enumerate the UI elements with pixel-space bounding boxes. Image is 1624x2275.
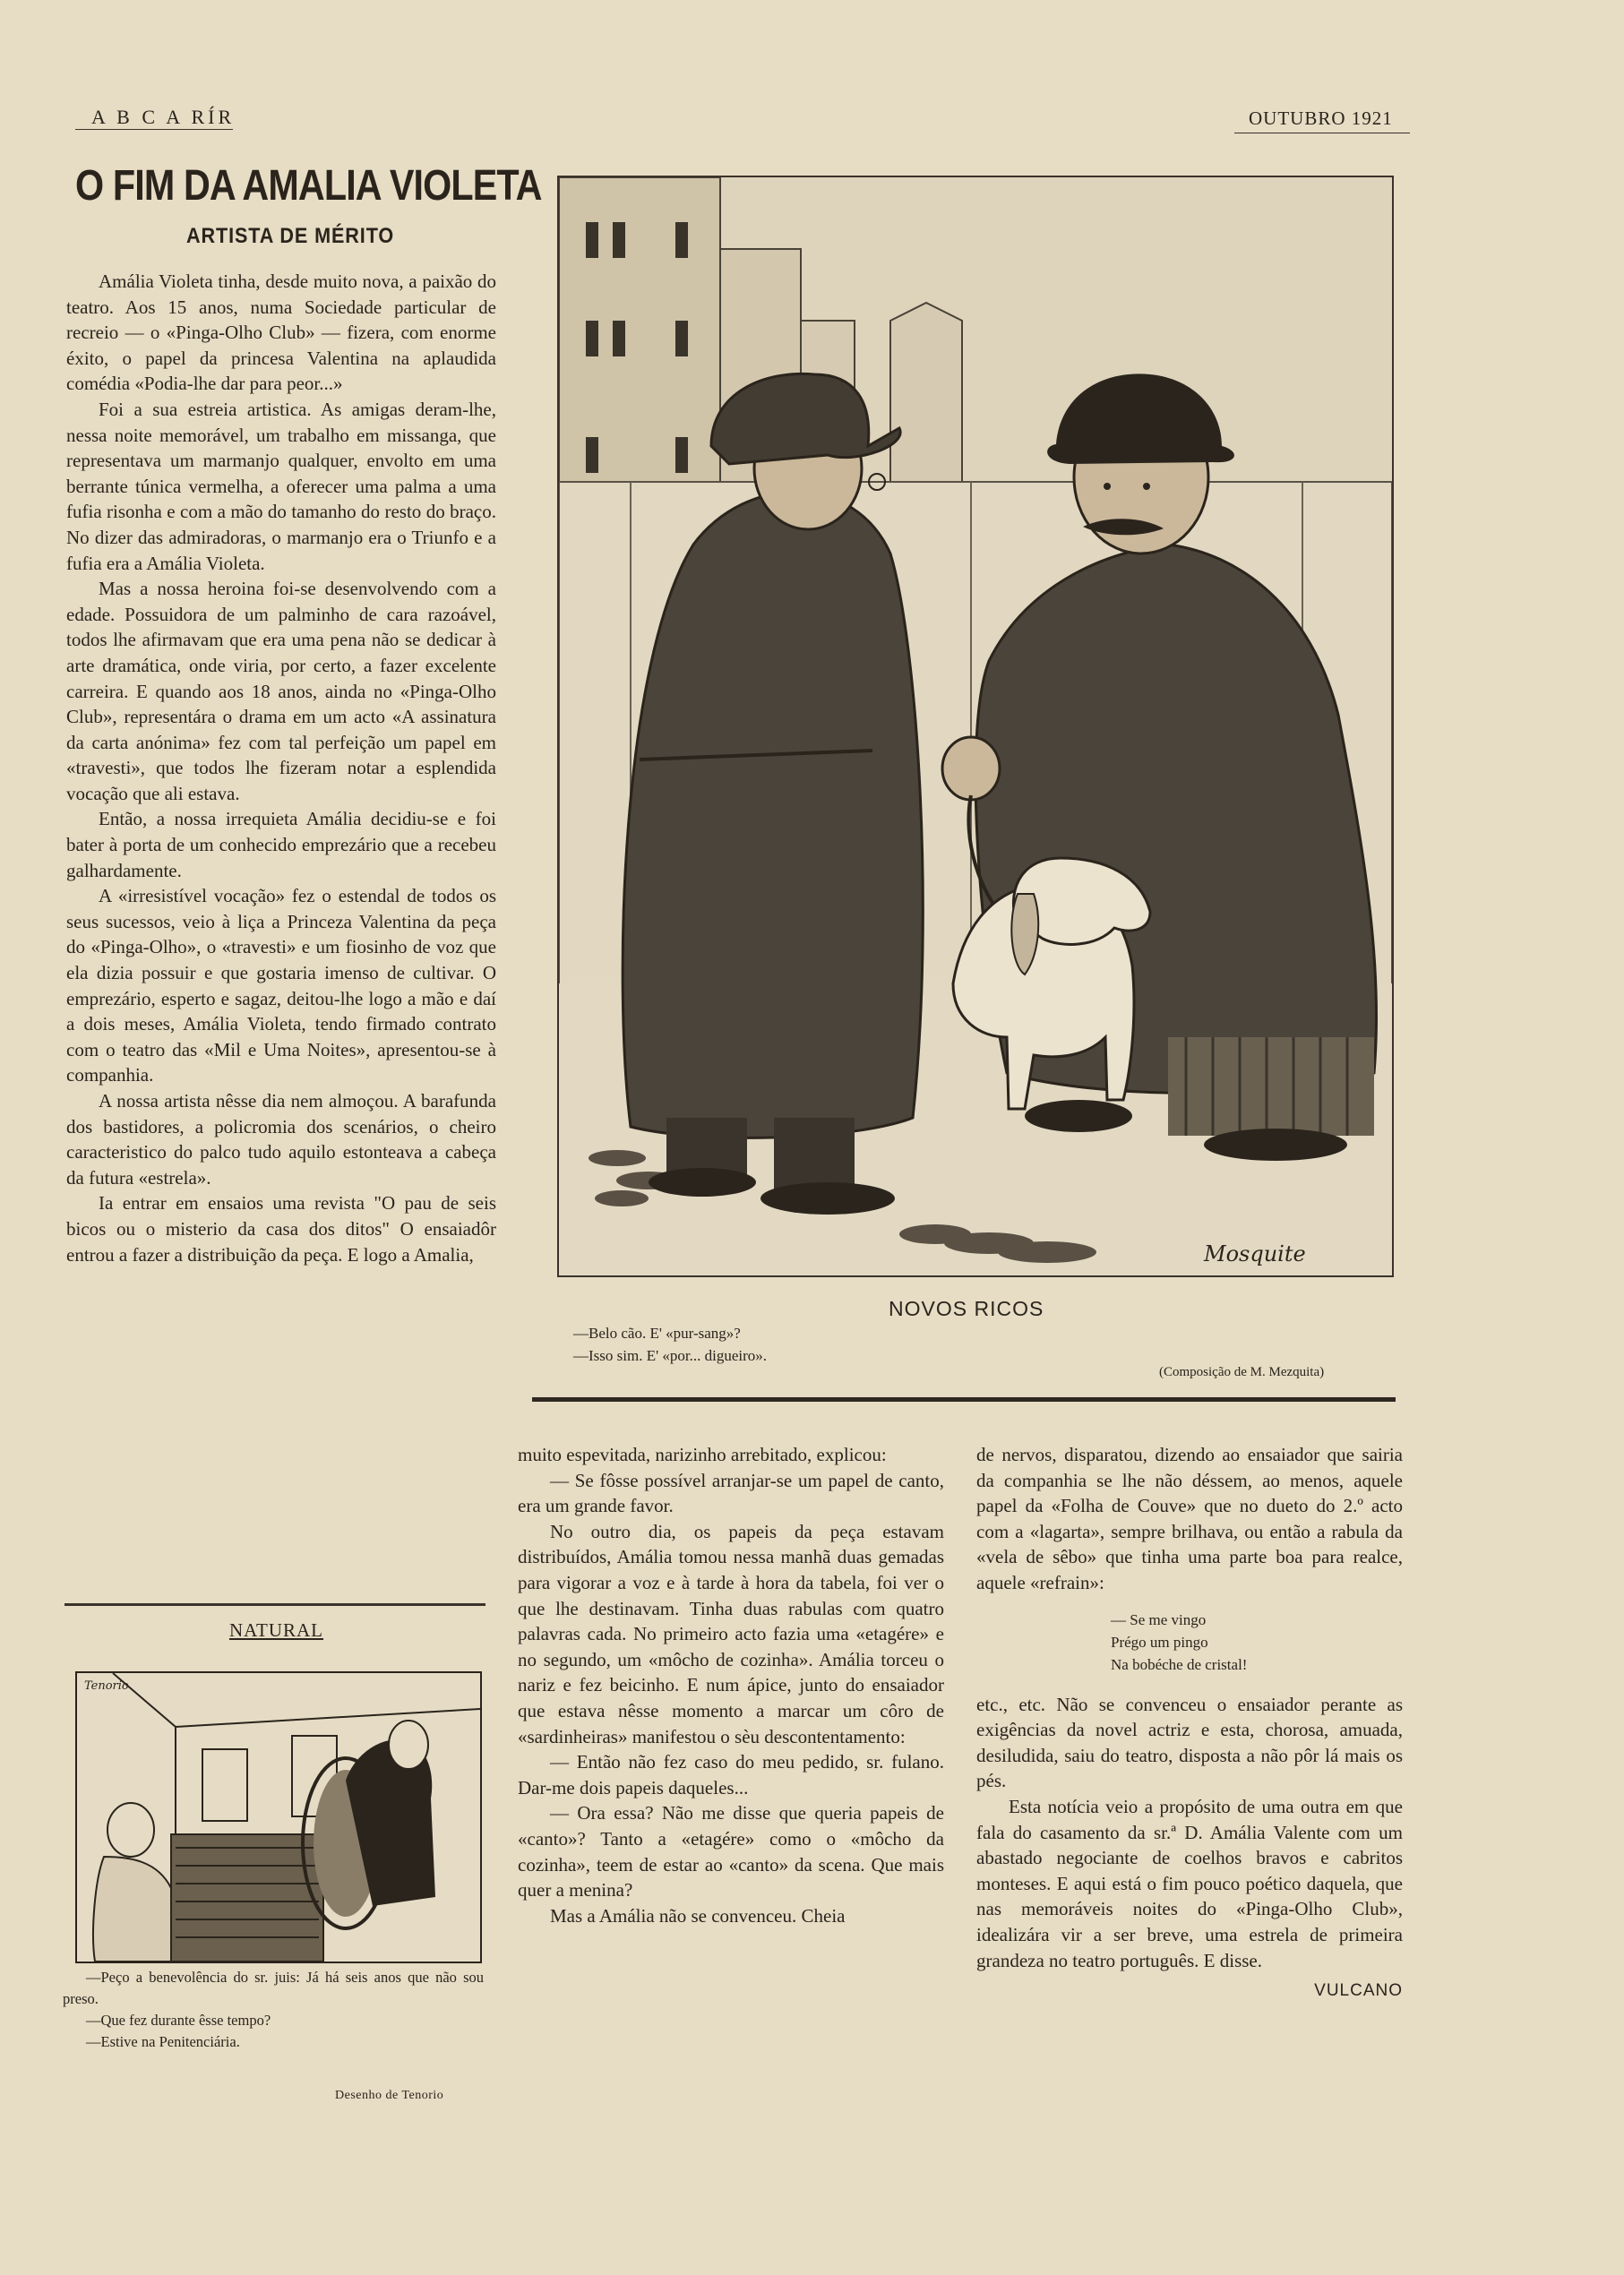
- paragraph: A «irresistível vocação» fez o estendal de todos os seus sucessos, veio à liça a Princeza Valentina da peça do «Pinga-Olho», o «travesti» e um fiosinho de voz que ela dizia possuir e que gostaria imenso de cultivar. O emprezário, esperto e sagaz, deitou-lhe logo a mão e daí a dois meses, Amália Violeta, tendo firmado contrato com o teatro das «Mil e Uma Noites», apresentou-se à companhia.: [66, 885, 496, 1086]
- dialogue-line: —Belo cão. E' «pur-sang»?: [573, 1325, 741, 1342]
- paragraph: Amália Violeta tinha, desde muito nova, a paixão do teatro. Aos 15 anos, numa Sociedade particular de recreio — o «Pinga-Olho Club» — fizera, com enorme éxito, o papel da princesa Valentina na aplaudida comédia «Podia-lhe dar para peor...»: [66, 270, 496, 395]
- small-cartoon-dialogue: [63, 1967, 484, 2053]
- article-column-2: [518, 1442, 944, 1928]
- article-column-3: [976, 1442, 1403, 2005]
- cartoon-illustration: [559, 177, 1392, 1275]
- article-subtitle: ARTISTA DE MÉRITO: [186, 224, 395, 248]
- article-column-1: [66, 269, 496, 1267]
- paragraph: Então, a nossa irrequieta Amália decidiu-se e foi bater à porta de um conhecido emprezário que a recebeu galhardamente.: [66, 808, 496, 881]
- small-cartoon-credit: Desenho de Tenorio: [335, 2089, 444, 2102]
- paragraph: etc., etc. Não se convenceu o ensaiador perante as exigências da novel actriz e esta, chorosa, amuada, desiludida, saiu do teatro, disposta a não pôr lá mais os pés.: [976, 1693, 1403, 1792]
- dialogue-line: —Peço a benevolência do sr. juis: Já há seis anos que não sou preso.: [63, 1969, 484, 2007]
- paragraph: Foi a sua estreia artistica. As amigas deram-lhe, nessa noite memorável, um trabalho em missanga, que representava um marmanjo qualquer, envolto em uma berrante túnica vermelha, a oferecer uma palma a uma fufia risonha e com a mão do tamanho do resto do braço. No dizer das admiradoras, o marmanjo era o Triunfo e a fufia era a Amália Violeta.: [66, 398, 496, 574]
- small-cartoon-rule: [64, 1603, 485, 1606]
- verse-line: Na bobéche de cristal!: [1111, 1655, 1248, 1673]
- verse-refrain: [1111, 1609, 1403, 1676]
- small-artist-signature: Tenorio: [84, 1679, 129, 1693]
- paragraph: Ia entrar em ensaios uma revista "O pau de seis bicos ou o misterio da casa dos ditos" O ensaiadôr entrou a fazer a distribuição da peça. E logo a Amalia,: [66, 1192, 496, 1266]
- paragraph: Mas a Amália não se convenceu. Cheia: [550, 1904, 846, 1927]
- paragraph: muito espevitada, narizinho arrebitado, explicou:: [518, 1444, 887, 1465]
- small-cartoon-title: NATURAL: [229, 1619, 323, 1641]
- cartoon-natural: [75, 1671, 482, 1963]
- paragraph: Esta notícia veio a propósito de uma outra em que fala do casamento da sr.ª D. Amália Valente com um abastado negociante de coelhos bravos e cabritos monteses. E aqui está o fim pouco poético daquela, que nas memoráveis noites do «Pinga-Olho Club», idealizára vir a ser breve, uma estrela de primeira grandeza no teatro português. E disse.: [976, 1795, 1403, 1971]
- paragraph: — Ora essa? Não me disse que queria papeis de «canto»? Tanto a «etagére» como o «môcho da cozinha», teem de estar ao «canto» da scena. Que mais quer a menina?: [518, 1802, 944, 1902]
- paragraph: A nossa artista nêsse dia nem almoçou. A barafunda dos bastidores, a policromia dos scenários, o cheiro caracteristico do palco tudo aquilo estonteava a cabeça da futura «estrela».: [66, 1090, 496, 1189]
- issue-date: OUTUBRO 1921: [1249, 107, 1393, 129]
- paragraph: Mas a nossa heroina foi-se desenvolvendo com a edade. Possuidora de um palminho de cara razoável, todos lhe afirmavam que era uma pena não se dedicar à arte dramática, onde viria, por certo, a fazer excelente carreira. E quando aos 18 anos, ainda no «Pinga-Olho Club», representára o drama em um acto «A assinatura da carta anónima» fez com tal perfeição um papel em «travesti», que todos lhe fizeram notar a esplendida vocação que ali estava.: [66, 578, 496, 804]
- paragraph: No outro dia, os papeis da peça estavam distribuídos, Amália tomou nessa manhã duas gemadas para vigorar a voz e à tarde à hora da tabela, foi ver o que lhe destinavam. Tinha duas rabulas com quatro palavras cada. No primeiro acto fazia uma «etagére» e no segundo, um «môcho de cozinha». Amália torceu o nariz e fez beicinho. E num ápice, junto do ensaiador que estava nêsse momento a marcar um côro de «sardinheiras» manifestou o sèu descontentamento:: [518, 1520, 944, 1747]
- paragraph: — Então não fez caso do meu pedido, sr. fulano. Dar-me dois papeis daqueles...: [518, 1751, 944, 1799]
- verse-line: — Se me vingo: [1111, 1610, 1207, 1628]
- artist-signature: Mosquite: [1204, 1241, 1306, 1266]
- paragraph: de nervos, disparatou, dizendo ao ensaiador que sairia da companhia se lhe não déssem, ao menos, aquele papel da «Folha de Couve» que no dueto do 2.º acto com a «lagarta», sempre brilhava, ou então a rabula da «vela de sêbo» que tinha uma parte boa para realce, aquele «refrain»:: [976, 1444, 1403, 1593]
- article-title: O FIM DA AMALIA VIOLETA: [75, 162, 542, 210]
- verse-line: Prégo um pingo: [1111, 1633, 1208, 1651]
- header-rule-left: [75, 129, 233, 130]
- dialogue-line: —Que fez durante êsse tempo?: [86, 2012, 271, 2029]
- cartoon-dialogue: [573, 1322, 767, 1367]
- cartoon-novos-ricos: [557, 176, 1394, 1277]
- cartoon-title: NOVOS RICOS: [889, 1297, 1044, 1320]
- dialogue-line: —Estive na Penitenciária.: [86, 2033, 240, 2050]
- paragraph: — Se fôsse possível arranjar-se um papel de canto, era um grande favor.: [518, 1469, 944, 1517]
- article-signature: VULCANO: [1314, 1981, 1403, 2001]
- section-separator: [532, 1397, 1396, 1402]
- magazine-name: A B C A RÍR: [91, 106, 236, 128]
- small-cartoon-illustration: [77, 1673, 480, 1962]
- dialogue-line: —Isso sim. E' «por... digueiro».: [573, 1347, 768, 1364]
- cartoon-credit: (Composição de M. Mezquita): [1159, 1365, 1325, 1379]
